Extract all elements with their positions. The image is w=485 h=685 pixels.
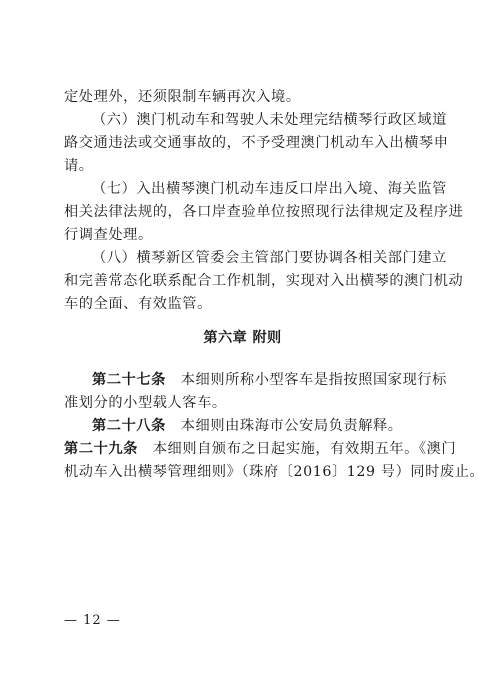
text-line: 定处理外，还须限制车辆再次入境。 [64, 89, 301, 105]
text-line: 和完善常态化联系配合工作机制，实现对入出横琴的澳门机动 [64, 273, 464, 289]
text-line: 车的全面、有效监管。 [64, 296, 212, 312]
text-line: 准划分的小型载人客车。 [64, 395, 227, 411]
article-29-title: 第二十九条 [64, 441, 138, 457]
article-27-title: 第二十七条 [92, 372, 166, 388]
item-eight-line-1: （八）横琴新区管委会主管部门要协调各相关部门建立 [92, 250, 447, 266]
article-29: 第二十九条 本细则自颁布之日起实施，有效期五年。《澳门 [64, 441, 457, 457]
text-line: 请。 [64, 158, 94, 174]
chapter-articles [64, 369, 485, 484]
text-line: 行调查处理。 [64, 227, 153, 243]
item-seven-line-1: （七）入出横琴澳门机动车违反口岸出入境、海关监管 [92, 181, 447, 197]
page-number: — 12 — [64, 613, 121, 628]
text-line: 机动车入出横琴管理细则》（珠府〔2016〕129 号）同时废止。 [64, 464, 485, 480]
text-line: 相关法律法规的，各口岸查验单位按照现行法律规定及程序进 [64, 204, 464, 220]
article-28: 第二十八条 本细则由珠海市公安局负责解释。 [92, 418, 403, 434]
article-28-title: 第二十八条 [92, 418, 166, 434]
article-27: 第二十七条 本细则所称小型客车是指按照国家现行标 [92, 372, 447, 388]
section-continuation [64, 86, 464, 316]
text-line: 路交通违法或交通事故的，不予受理澳门机动车入出横琴申 [64, 135, 449, 151]
item-six-line-1: （六）澳门机动车和驾驶人未处理完结横琴行政区域道 [92, 112, 447, 128]
chapter-heading: 第六章 附则 [203, 330, 282, 346]
